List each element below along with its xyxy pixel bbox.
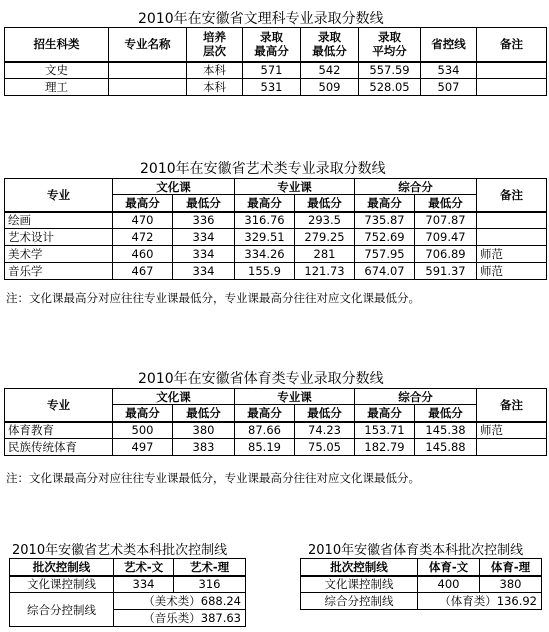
- cell: 文史: [5, 62, 109, 79]
- cell: 师范: [477, 422, 547, 439]
- cell: 752.69: [355, 229, 415, 246]
- cell: 艺术设计: [5, 229, 113, 246]
- cell: 334.26: [235, 246, 295, 263]
- cell: [477, 62, 547, 79]
- cell: （体育类）136.92: [418, 593, 542, 610]
- header-cell: 专业: [5, 389, 113, 422]
- cell: 571: [243, 62, 301, 79]
- cell: 336: [173, 212, 235, 229]
- header-cell: 最低分: [295, 195, 355, 212]
- header-cell: 体育-文: [418, 559, 480, 576]
- cell: [109, 62, 187, 79]
- header-cell: 备注: [477, 179, 547, 212]
- header-cell: 备注: [477, 28, 547, 62]
- header-cell: 最高分: [355, 405, 415, 422]
- table4-title: 2010年安徽省艺术类本科批次控制线: [12, 543, 228, 558]
- table2-group-row: [5, 179, 547, 195]
- header-cell: 专业: [5, 179, 113, 212]
- header-cell: 录取 最低分: [301, 28, 359, 62]
- header-cell: 最低分: [415, 405, 477, 422]
- table-row: [10, 593, 246, 610]
- cell: 509: [301, 79, 359, 96]
- cell: [477, 79, 547, 96]
- header-cell: 综合分: [355, 179, 477, 195]
- cell: 综合分控制线: [301, 593, 418, 610]
- cell: 534: [421, 62, 477, 79]
- table-row: [5, 212, 547, 229]
- cell: [477, 229, 547, 246]
- cell: 497: [113, 439, 173, 456]
- cell: 557.59: [359, 62, 421, 79]
- table-row: [301, 593, 542, 610]
- cell: 理工: [5, 79, 109, 96]
- header-cell: 最高分: [235, 195, 295, 212]
- cell: 674.07: [355, 263, 415, 280]
- cell: 153.71: [355, 422, 415, 439]
- cell: 706.89: [415, 246, 477, 263]
- cell: 334: [173, 246, 235, 263]
- cell: （音乐类）387.63: [114, 610, 246, 627]
- cell: 591.37: [415, 263, 477, 280]
- cell: 467: [113, 263, 173, 280]
- cell: 316.76: [235, 212, 295, 229]
- header-cell: 备注: [477, 389, 547, 422]
- cell: 音乐学: [5, 263, 113, 280]
- table2-note: 注：文化课最高分对应往往专业课最低分，专业课最高分往往对应文化课最低分。: [6, 291, 420, 305]
- table2-title: 2010年在安徽省艺术类专业录取分数线: [140, 161, 386, 177]
- cell: 709.47: [415, 229, 477, 246]
- cell: 75.05: [295, 439, 355, 456]
- header-cell: 招生科类: [5, 28, 109, 62]
- table3-group-row: [5, 389, 547, 405]
- cell: [109, 79, 187, 96]
- cell: 329.51: [235, 229, 295, 246]
- table-row: [301, 576, 542, 593]
- table-row: [5, 229, 547, 246]
- table5-title: 2010年安徽省体育类本科批次控制线: [308, 543, 524, 558]
- cell: 293.5: [295, 212, 355, 229]
- header-cell: 最高分: [113, 405, 173, 422]
- header-cell: 最低分: [173, 405, 235, 422]
- cell: 279.25: [295, 229, 355, 246]
- header-cell: 批次控制线: [301, 559, 418, 576]
- header-cell: 艺术-理: [174, 559, 246, 576]
- table3-title: 2010年在安徽省体育类专业录取分数线: [138, 371, 384, 387]
- table3-note: 注：文化课最高分对应往往专业课最低分，专业课最高分往往对应文化课最低分。: [6, 471, 420, 485]
- header-cell: 最低分: [173, 195, 235, 212]
- table-row: [5, 62, 547, 79]
- cell: 综合分控制线: [10, 593, 114, 627]
- header-cell: 最高分: [113, 195, 173, 212]
- cell: 472: [113, 229, 173, 246]
- cell: 507: [421, 79, 477, 96]
- cell: （美术类）688.24: [114, 593, 246, 610]
- cell: 本科: [187, 62, 243, 79]
- cell: 707.87: [415, 212, 477, 229]
- cell: 74.23: [295, 422, 355, 439]
- cell: 文化课控制线: [10, 576, 114, 593]
- cell: 334: [173, 263, 235, 280]
- cell: 文化课控制线: [301, 576, 418, 593]
- cell: 380: [173, 422, 235, 439]
- cell: 师范: [477, 263, 547, 280]
- cell: 528.05: [359, 79, 421, 96]
- cell: 体育教育: [5, 422, 113, 439]
- cell: 182.79: [355, 439, 415, 456]
- table2: [4, 178, 547, 280]
- cell: 美术学: [5, 246, 113, 263]
- header-cell: 最低分: [295, 405, 355, 422]
- cell: 145.38: [415, 422, 477, 439]
- cell: 531: [243, 79, 301, 96]
- cell: 民族传统体育: [5, 439, 113, 456]
- table-row: [5, 263, 547, 280]
- cell: 145.88: [415, 439, 477, 456]
- cell: 155.9: [235, 263, 295, 280]
- table-row: [5, 246, 547, 263]
- cell: [477, 439, 547, 456]
- cell: 334: [114, 576, 174, 593]
- header-cell: 专业课: [235, 389, 355, 405]
- table1: [4, 27, 547, 96]
- header-cell: 艺术-文: [114, 559, 174, 576]
- cell: 85.19: [235, 439, 295, 456]
- header-cell: 录取 最高分: [243, 28, 301, 62]
- cell: 334: [173, 229, 235, 246]
- cell: 383: [173, 439, 235, 456]
- header-cell: 省控线: [421, 28, 477, 62]
- cell: 400: [418, 576, 480, 593]
- cell: 500: [113, 422, 173, 439]
- header-cell: 最高分: [235, 405, 295, 422]
- header-cell: 最低分: [415, 195, 477, 212]
- cell: [477, 212, 547, 229]
- table-row: [5, 439, 547, 456]
- cell: 316: [174, 576, 246, 593]
- cell: 470: [113, 212, 173, 229]
- cell: 87.66: [235, 422, 295, 439]
- cell: 绘画: [5, 212, 113, 229]
- table-row: [5, 422, 547, 439]
- table4: [9, 558, 246, 627]
- cell: 师范: [477, 246, 547, 263]
- header-cell: 文化课: [113, 179, 235, 195]
- cell: 542: [301, 62, 359, 79]
- cell: 121.73: [295, 263, 355, 280]
- header-cell: 体育-理: [480, 559, 542, 576]
- cell: 本科: [187, 79, 243, 96]
- table5: [300, 558, 542, 610]
- table-row: [5, 79, 547, 96]
- table-row: [10, 576, 246, 593]
- table1-header-row: [5, 28, 547, 62]
- cell: 281: [295, 246, 355, 263]
- table4-header-row: [10, 559, 246, 576]
- cell: 380: [480, 576, 542, 593]
- header-cell: 文化课: [113, 389, 235, 405]
- header-cell: 录取 平均分: [359, 28, 421, 62]
- table1-title: 2010年在安徽省文理科专业录取分数线: [138, 11, 384, 27]
- table3: [4, 388, 547, 456]
- header-cell: 专业课: [235, 179, 355, 195]
- header-cell: 批次控制线: [10, 559, 114, 576]
- cell: 757.95: [355, 246, 415, 263]
- cell: 460: [113, 246, 173, 263]
- table5-header-row: [301, 559, 542, 576]
- header-cell: 培养 层次: [187, 28, 243, 62]
- header-cell: 专业名称: [109, 28, 187, 62]
- cell: 735.87: [355, 212, 415, 229]
- header-cell: 综合分: [355, 389, 477, 405]
- header-cell: 最高分: [355, 195, 415, 212]
